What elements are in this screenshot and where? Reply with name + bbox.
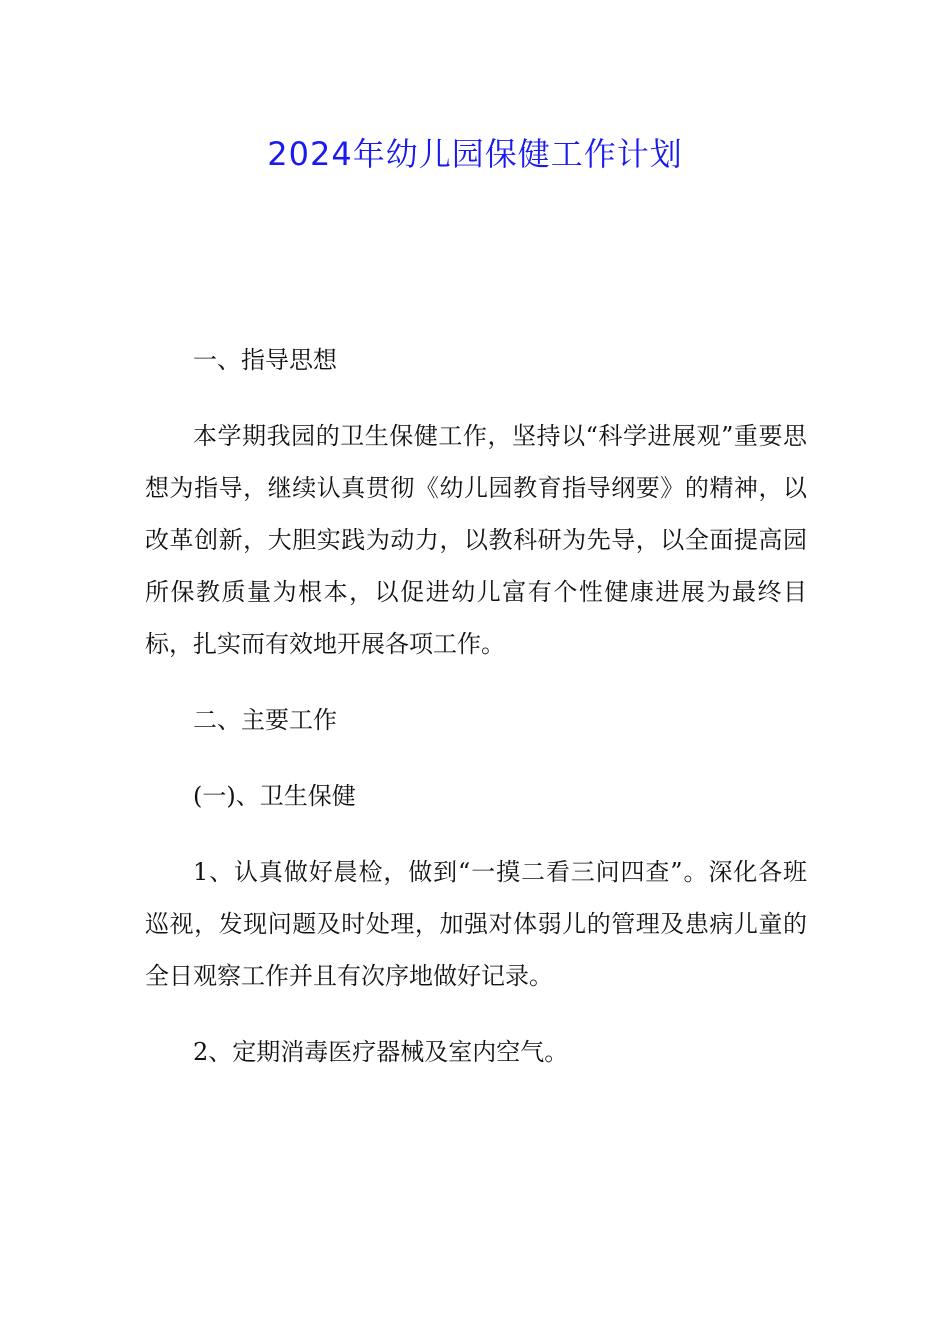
document-title: 2024年幼儿园保健工作计划 bbox=[267, 135, 683, 173]
document-body bbox=[145, 334, 807, 1078]
spacer bbox=[145, 386, 807, 410]
spacer bbox=[145, 822, 807, 846]
list-item-disinfection: 2、定期消毒医疗器械及室内空气。 bbox=[193, 1038, 569, 1066]
paragraph-guiding-ideology: 本学期我园的卫生保健工作，坚持以“科学进展观”重要思想为指导，继续认真贯彻《幼儿园教育指导纲要》的精神，以改革创新，大胆实践为动力，以教科研为先导，以全面提高园所保教质量为根本，以促进幼儿富有个性健康进展为最终目标，扎实而有效地开展各项工作。 bbox=[145, 422, 807, 658]
spacer bbox=[145, 1002, 807, 1026]
section-heading-guiding-ideology: 一、指导思想 bbox=[193, 346, 337, 374]
section-heading-main-work: 二、主要工作 bbox=[193, 706, 337, 734]
subsection-heading-health-care: (一)、卫生保健 bbox=[193, 782, 356, 810]
spacer bbox=[145, 746, 807, 770]
spacer bbox=[145, 670, 807, 694]
list-item-morning-check: 1、认真做好晨检，做到“一摸二看三问四查”。深化各班巡视，发现问题及时处理，加强对体弱儿的管理及患病儿童的全日观察工作并且有次序地做好记录。 bbox=[145, 858, 807, 990]
